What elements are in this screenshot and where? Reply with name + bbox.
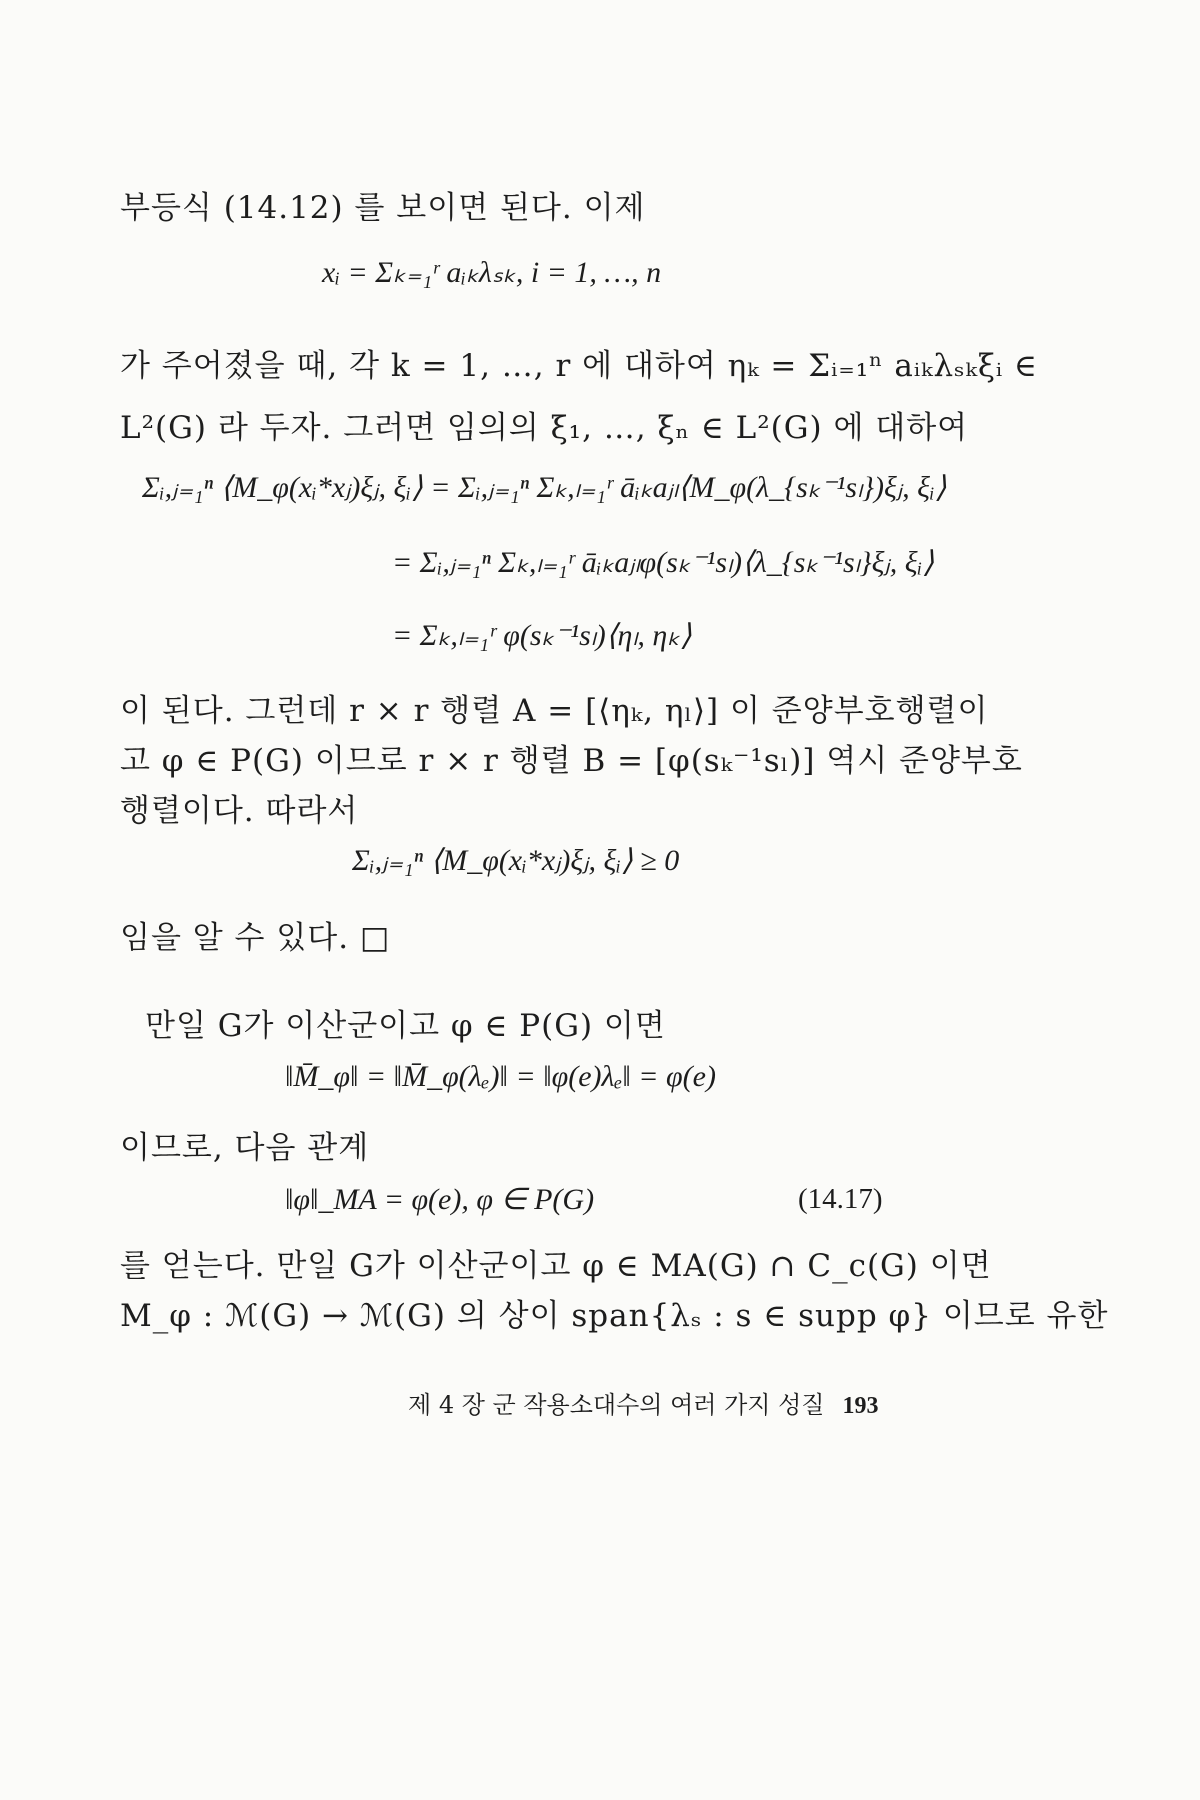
equation-sum-line-2: = Σᵢ,ⱼ₌₁ⁿ Σₖ,ₗ₌₁ʳ āᵢₖaⱼₗφ(sₖ⁻¹sₗ)⟨λ_{sₖ⁻¹sₗ}ξⱼ, ξᵢ⟩ [392,546,935,579]
chapter-title: 제 4 장 군 작용소대수의 여러 가지 성질 [408,1391,825,1419]
paragraph-discrete: 만일 G가 이산군이고 φ ∈ P(G) 이면 [145,1008,666,1044]
paragraph-given-line-2: L²(G) 라 두자. 그러면 임의의 ξ₁, …, ξₙ ∈ L²(G) 에 대하여 [120,410,969,446]
intro-text: 부등식 (14.12) 를 보이면 된다. 이제 [120,190,646,226]
equation-sum-line-3: = Σₖ,ₗ₌₁ʳ φ(sₖ⁻¹sₗ)⟨ηₗ, ηₖ⟩ [392,619,692,652]
paragraph-relation: 이므로, 다음 관계 [120,1130,370,1166]
equation-x-definition: xᵢ = Σₖ₌₁ʳ aᵢₖλₛₖ, i = 1, …, n [322,256,662,289]
page-footer [408,1385,878,1420]
conclusion-text: 임을 알 수 있다. □ [120,920,391,956]
equation-sum-line-1: Σᵢ,ⱼ₌₁ⁿ ⟨M_φ(xᵢ*xⱼ)ξⱼ, ξᵢ⟩ = Σᵢ,ⱼ₌₁ⁿ Σₖ,ₗ₌₁ʳ āᵢₖaⱼₗ⟨M_φ(λ_{sₖ⁻¹sₗ})ξⱼ, ξᵢ⟩ [142,471,947,504]
paragraph-result-line-2: 고 φ ∈ P(G) 이므로 r × r 행렬 B = [φ(sₖ⁻¹sₗ)] 역시 준양부호 [120,743,1023,779]
page-number: 193 [842,1393,879,1419]
paragraph-result-line-3: 행렬이다. 따라서 [120,793,359,829]
equation-norm: ‖M̄_φ‖ = ‖M̄_φ(λₑ)‖ = ‖φ(e)λₑ‖ = φ(e) [285,1060,716,1093]
paragraph-final-line-1: 를 얻는다. 만일 G가 이산군이고 φ ∈ MA(G) ∩ C_c(G) 이면 [120,1248,992,1284]
paragraph-result-line-1: 이 된다. 그런데 r × r 행렬 A = [⟨ηₖ, ηₗ⟩] 이 준양부호행렬이 [120,693,989,729]
equation-inequality: Σᵢ,ⱼ₌₁ⁿ ⟨M_φ(xᵢ*xⱼ)ξⱼ, ξᵢ⟩ ≥ 0 [352,844,680,877]
equation-ma-norm: ‖φ‖_MA = φ(e), φ ∈ P(G) [285,1183,595,1216]
paragraph-given-line-1: 가 주어졌을 때, 각 k = 1, …, r 에 대하여 ηₖ = Σᵢ₌₁ⁿ aᵢₖλₛₖξᵢ ∈ [120,348,1038,384]
paragraph-final-line-2: M_φ : ℳ(G) → ℳ(G) 의 상이 span{λₛ : s ∈ supp φ} 이므로 유한 [120,1298,1109,1334]
equation-label: (14.17) [798,1183,883,1215]
